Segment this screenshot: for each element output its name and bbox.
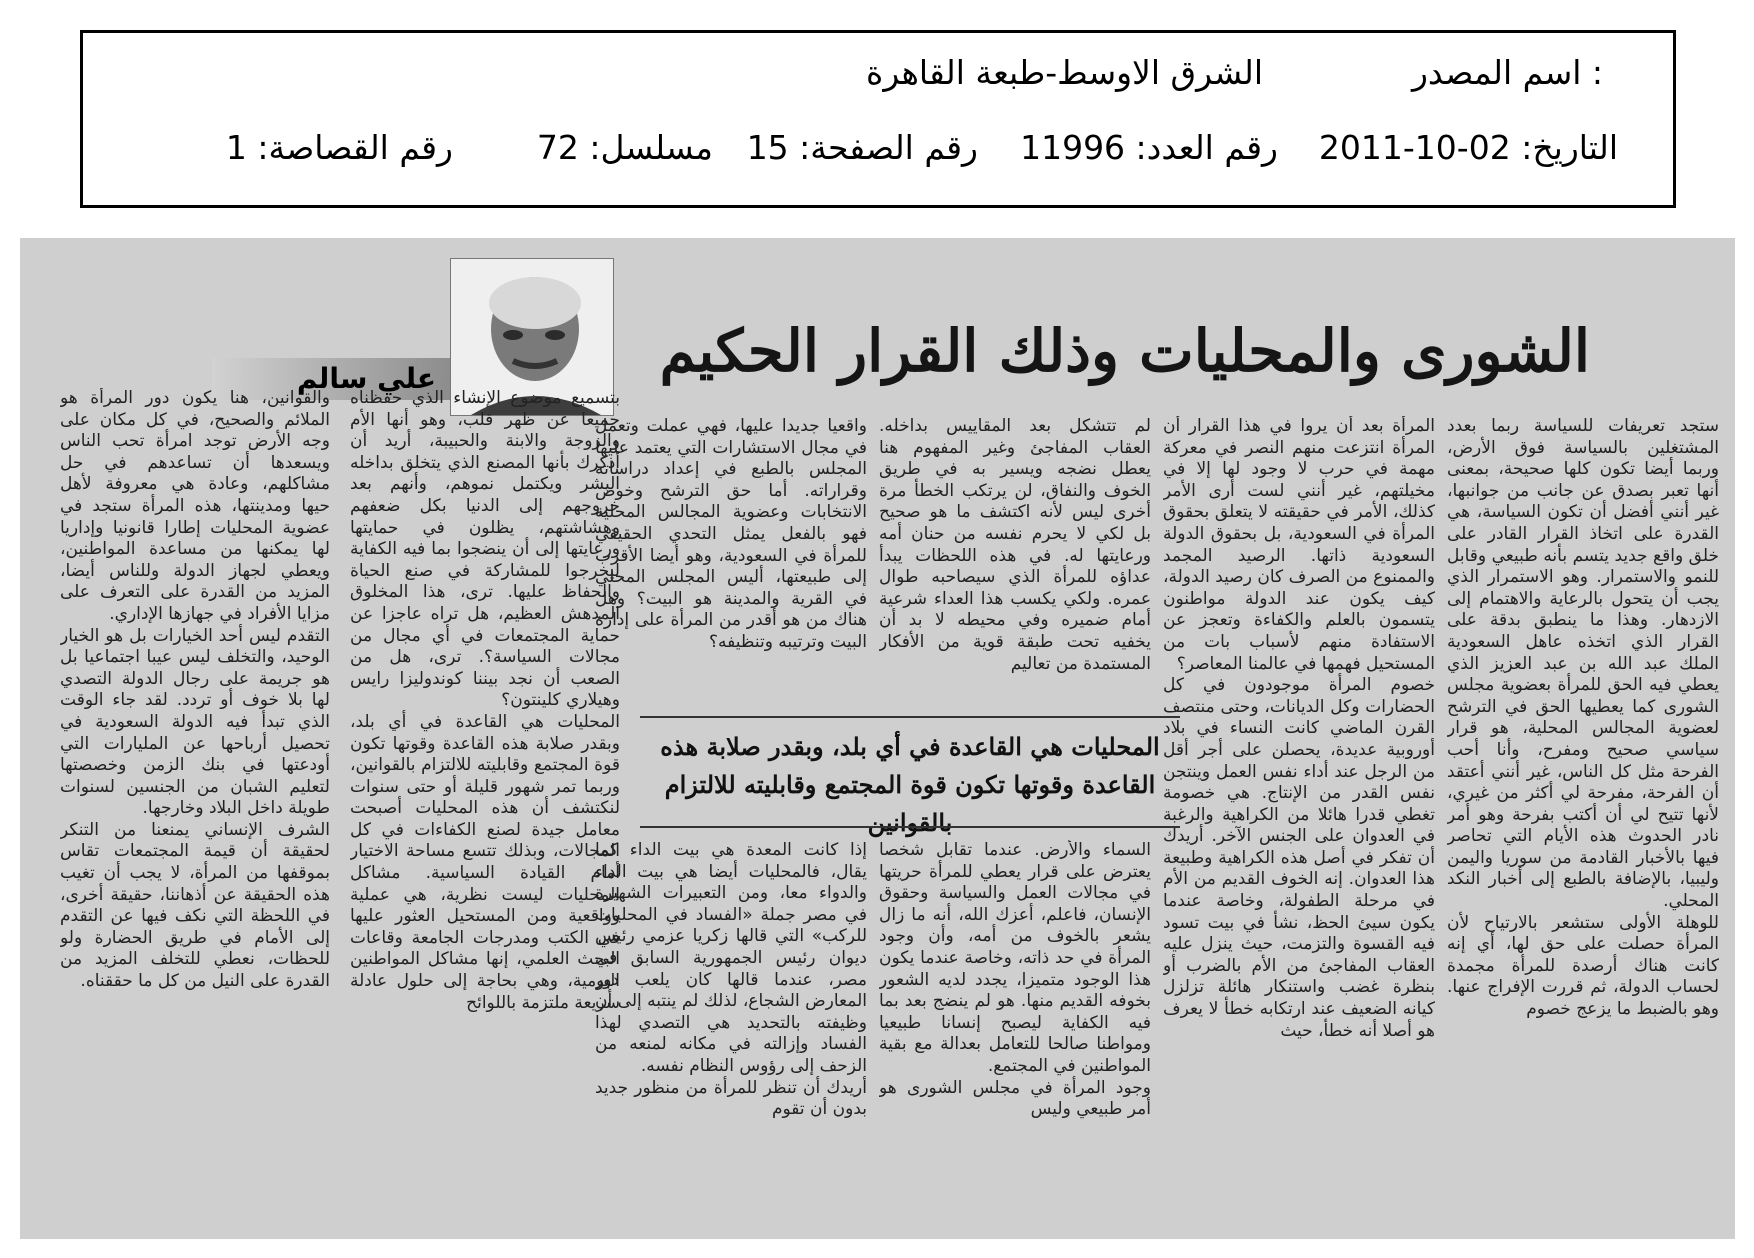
pullquote-top-rule — [640, 716, 1180, 718]
article-pullquote: المحليات هي القاعدة في أي بلد، وبقدر صلابة هذه القاعدة وقوتها تكون قوة المجتمع وقابليته للالتزام بالقوانين — [660, 732, 1160, 837]
article-column-4-lower: إذا كانت المعدة هي بيت الداء كما يقال، فالمحليات أيضا هي بيت الداء والدواء معا، ومن التعبيرات الشهيرة في مصر جملة «الفساد في المحليات للركب» التي قالها زكريا عزمي رئيس ديوان رئيس الجمهورية السابق في مصر، عندما قالها كان يلعب دور المعارض الشجاع، لذلك لم ينتبه إلى أن وظيفته بالتحديد هي التصدي لهذا الفساد وإزالته في مكانه لمنعه من الزحف إلى رؤوس النظام نفسه. أريدك أن تنظر للمرأة من منظور جديد بدون أن تقوم — [595, 840, 867, 1120]
source-value: الشرق الاوسط-طبعة القاهرة — [866, 53, 1263, 92]
clip-number-field: رقم القصاصة: 1 — [225, 128, 453, 167]
article-headline: الشورى والمحليات وذلك القرار الحكيم — [659, 317, 1590, 385]
page-number-field: رقم الصفحة: 15 — [746, 128, 978, 167]
article-column-1: ستجد تعريفات للسياسة ربما بعدد المشتغلين بالسياسة فوق الأرض، وربما أيضا تكون كلها صحيحة، بمعنى أنها تعبر بصدق عن جانب من جوانبها، غير أنني أفضل أن تكون السياسة، هي القدرة على اتخاذ القرار القادر على خلق واقع جديد يتسم بأنه طبيعي وقابل للنمو والاستمرار. وهو الاستمرار الذي يجب أن يتحول بالرعاية والاهتمام إلى الازدهار. وهذا ما ينطبق بدقة على القرار الذي اتخذه عاهل السعودية الملك عبد الله بن عبد العزيز الذي يعطي فيه الحق للمرأة بعضوية مجلس الشورى كما يعطيها الحق في الترشح لعضوية المجالس المحلية، هو قرار سياسي صحيح ومفرح، وأنا أحب الفرحة مثل كل الناس، غير أنني أعتقد أن الفرحة، مفرحة لي أكثر من غيري، لأنها تتيح لي أن أكتب بفرحة وهو أمر نادر الحدوث هذه الأيام التي تحاصر فيها بالأخبار القادمة من سوريا واليمن وليبيا، بالإضافة بالطبع إلى أخبار النكد المحلي. للوهلة الأولى ستشعر بالارتياح لأن المرأة حصلت على حق لها، أي إنه كانت هناك أرصدة للمرأة مجمدة لحساب الدولة، ثم قررت الإفراج عنها. وهو بالضبط ما يزعج خصوم — [1447, 416, 1719, 1020]
source-label: اسم المصدر : — [1411, 53, 1603, 92]
author-name: علي سالم — [296, 362, 436, 395]
article-column-3: لم تتشكل بعد المقاييس بداخله. العقاب المفاجئ وغير المفهوم هنا يعطل نضجه ويسير به في طريق الخوف والنفاق، لن يرتكب الخطأ مرة أخرى ليس لأنه اكتشف ما هو صحيح بل لكي لا يحرم نفسه من حنان أمه ورعايتها له. في هذه اللحظات يبدأ عداؤه للمرأة الذي سيصاحبه طوال عمره. ولكي يكسب هذا العداء شرعية أمام ضميره وفي محيطه لا بد أن يخفيه تحت طبقة قوية من الأفكار المستمدة من تعاليم — [879, 416, 1151, 674]
newspaper-clipping — [20, 238, 1735, 1239]
issue-number-field: رقم العدد: 11996 — [1020, 128, 1278, 167]
article-column-4: واقعيا جديدا عليها، فهي عملت وتعمل في مجال الاستشارات التي يعتمد عليها المجلس بالطبع في إعداد دراساته وقراراته. أما حق الترشح وخوض الانتخابات وعضوية المجالس المحلية فهو بالفعل يمثل التحدي الحقيقي للمرأة في السعودية، وهو أيضا الأقرب إلى طبيعتها، أليس المجلس المحلي في القرية والمدينة هو البيت؟ وهل هناك من هو أقدر من المرأة على إدارة البيت وترتيبه وتنظيفه؟ — [595, 416, 867, 652]
article-column-5: بتسميع موضوع الإنشاء الذي حفظناه جميعا عن ظهر قلب، وهو أنها الأم والزوجة والابنة والحبيبة، أريد أن أذكرك بأنها المصنع الذي يتخلق بداخله البشر ويكتمل نموهم، وأنهم بعد خروجهم إلى الدنيا بكل ضعفهم وهشاشتهم، يظلون في حمايتها ورعايتها إلى أن ينضجوا بما فيه الكفاية ليخرجوا للمشاركة في صنع الحياة والحفاظ عليها. ترى، هذا المخلوق المدهش العظيم، هل تراه عاجزا عن حماية المجتمعات في أي مجال من مجالات السياسة؟. ترى، هل من الصعب أن نجد بيننا كوندوليزا رايس وهيلاري كلينتون؟ المحليات هي القاعدة في أي بلد، وبقدر صلابة هذه القاعدة وقوتها تكون قوة المجتمع وقابليته للالتزام بالقوانين، وربما تمر شهور قليلة أو حتى سنوات لنكتشف أن هذه المحليات أصبحت معامل جيدة لصنع الكفاءات في كل المجالات، وبذلك تتسع مساحة الاختيار أمام القيادة السياسية. مشاكل المحليات ليست نظرية، هي عملية وواقعية ومن المستحيل العثور عليها في الكتب ومدرجات الجامعة وقاعات البحث العلمي، إنها مشاكل المواطنين اليومية، وهي بحاجة إلى حلول عادلة سريعة ملتزمة باللوائح — [350, 388, 620, 1013]
source-header-box — [80, 30, 1676, 208]
date-field: التاريخ: 02-10-2011 — [1318, 128, 1618, 167]
pullquote-bottom-rule — [640, 826, 1180, 828]
serial-number-field: مسلسل: 72 — [536, 128, 713, 167]
article-column-6: والقوانين، هنا يكون دور المرأة هو الملائم والصحيح، في كل مكان على وجه الأرض توجد امرأة تحب الناس ويسعدها أن تساعدهم في حل مشاكلهم، وعادة هي معروفة لأهل حيها ومدينتها، هذه المرأة ستجد في عضوية المحليات إطارا قانونيا وإداريا لها يمكنها من مساعدة المواطنين، ويعطي لجهاز الدولة وللناس أيضا، المزيد من القدرة على التعرف على مزايا الأفراد في جهازها الإداري. التقدم ليس أحد الخيارات بل هو الخيار الوحيد، والتخلف ليس عيبا اجتماعيا بل هو جريمة على رجال الدولة التصدي لها بلا خوف أو تردد. لقد جاء الوقت الذي تبدأ فيه الدولة السعودية في تحصيل أرباحها عن المليارات التي أودعتها في بنك الزمن وخصصتها لتعليم الشبان من الجنسين لسنوات طويلة داخل البلاد وخارجها. الشرف الإنساني يمنعنا من التنكر لحقيقة أن قيمة المجتمعات تقاس بموقفها من المرأة، لا يجب أن تغيب هذه الحقيقة عن أذهاننا، حقيقة أخرى، في اللحظة التي نكف فيها عن التقدم إلى الأمام في طريق الحضارة ولو للحظات، نعطي للتخلف المزيد من القدرة على النيل من كل ما حققناه. — [60, 388, 330, 992]
article-column-3-lower: السماء والأرض. عندما تقابل شخصا يعترض على قرار يعطي للمرأة حريتها في مجالات العمل والسياسة وحقوق الإنسان، فاعلم، أعزك الله، أنه ما زال يشعر بالخوف من أمه، وأن وجود المرأة في حد ذاته، وخاصة عندما يكون هذا الوجود متميزا، يجدد لديه الشعور بخوفه القديم منها. هو لم ينضج بعد بما فيه الكفاية ليصبح إنسانا طبيعيا ومواطنا صالحا للتعامل بعدالة مع بقية المواطنين في المجتمع. وجود المرأة في مجلس الشورى هو أمر طبيعي وليس — [879, 840, 1151, 1120]
article-column-2: المرأة بعد أن يروا في هذا القرار أن المرأة انتزعت منهم النصر في معركة مهمة في حرب لا وجود لها إلا في مخيلتهم، غير أنني لست أرى الأمر كذلك، الأمر في حقيقته لا يتعلق بحقوق المرأة في السعودية، بل بحقوق الدولة السعودية ذاتها. الرصيد المجمد والممنوع من الصرف كان رصيد الدولة، كيف يكون عند الدولة مواطنون يتسمون بالعلم والكفاءة وتعجز عن الاستفادة منهم لأسباب بات من المستحيل فهمها في عالمنا المعاصر؟ خصوم المرأة موجودون في كل الحضارات وكل الديانات، وحتى منتصف القرن الماضي كانت النساء في بلاد أوروبية عديدة، يحصلن على أجر أقل من الرجل عند أداء نفس العمل وينتجن نفس القدر من الإنتاج. هي خصومة تغطي قدرا هائلا من الكراهية والرغبة في العدوان على الجنس الآخر. أريدك أن تفكر في أصل هذه الكراهية وطبيعة هذا العدوان. إنه الخوف القديم من الأم في مرحلة الطفولة، وخاصة عندما يكون سيئ الحظ، نشأ في بيت تسود فيه القسوة والتزمت، حيث ينزل عليه العقاب المفاجئ من الأم بالضرب أو بنظرة غضب واستنكار هائلة تزلزل كيانه الضعيف عند ارتكابه خطأ لا يعرف هو أصلا أنه خطأ، حيث — [1163, 416, 1435, 1041]
